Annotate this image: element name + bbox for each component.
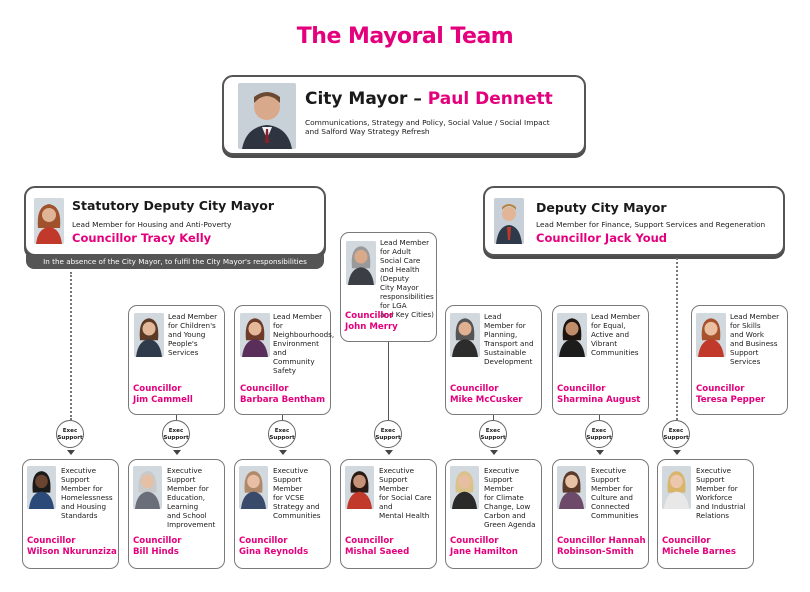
lead-member-role [730, 312, 785, 366]
lead-member-role [591, 312, 646, 357]
exec-support-label: Support [57, 435, 83, 441]
exec-member-role-line: Member [484, 484, 514, 493]
deputy-heading: Deputy City Mayor [536, 200, 667, 215]
portrait-icon [494, 198, 524, 244]
lead-member-role-line: and Health [380, 265, 420, 274]
exec-member-role-line: Support [484, 475, 513, 484]
deputy-name: Councillor Jack Youd [536, 231, 668, 245]
exec-member-name [27, 536, 117, 558]
down-arrow-icon [173, 450, 181, 455]
portrait-icon [134, 313, 164, 357]
exec-member-role-line: and School [167, 511, 207, 520]
portrait-icon [238, 83, 296, 149]
mayor-heading [305, 89, 553, 109]
exec-member-name-line: Councillor [133, 536, 182, 546]
lead-member-role-line: Lead Member [730, 312, 780, 321]
lead-member-role-line: Lead Member [591, 312, 641, 321]
exec-support-badge [374, 420, 402, 448]
down-arrow-icon [596, 450, 604, 455]
lead-member-role-line: (Deputy [380, 274, 409, 283]
exec-member-role-line: Connected [591, 502, 630, 511]
exec-support-badge [162, 420, 190, 448]
exec-member-role-line: Strategy and [273, 502, 320, 511]
exec-support-label: Exec [485, 428, 501, 434]
statutory-deputy-role: Lead Member for Housing and Anti-Poverty [72, 220, 232, 229]
portrait-icon [450, 313, 480, 357]
lead-member-name [450, 384, 523, 406]
exec-support-badge [268, 420, 296, 448]
exec-member-role-line: Executive [379, 466, 414, 475]
lead-member-role-line: Environment [273, 339, 319, 348]
exec-support-label: Support [586, 435, 612, 441]
connector-line [388, 342, 389, 420]
lead-member-role-line: Lead Member [273, 312, 323, 321]
exec-member-role-line: Change, Low [484, 502, 531, 511]
exec-member-role-line: Executive [696, 466, 731, 475]
lead-member-role-line: for Adult [380, 247, 411, 256]
portrait-icon [557, 466, 586, 509]
exec-support-label: Support [269, 435, 295, 441]
exec-member-name-line: Councillor [345, 536, 394, 546]
exec-member-name-line: Councillor Hannah [557, 536, 646, 546]
lead-member-name [240, 384, 325, 406]
exec-member-role-line: Culture and [591, 493, 633, 502]
lead-member-role-line: Lead Member [380, 238, 430, 247]
exec-member-role-line: Relations [696, 511, 730, 520]
lead-member-photo [346, 241, 376, 285]
down-arrow-icon [673, 450, 681, 455]
deputy-photo [494, 198, 524, 244]
lead-member-photo [134, 313, 164, 357]
exec-member-role [591, 466, 646, 520]
exec-member-role-line: Communities [273, 511, 321, 520]
exec-member-role-line: Member for [61, 484, 103, 493]
exec-member-role-line: Executive [61, 466, 96, 475]
exec-member-photo [557, 466, 586, 509]
lead-member-name [133, 384, 193, 406]
statutory-deputy-photo [34, 198, 64, 244]
exec-member-name-line: Wilson Nkurunziza [27, 547, 117, 557]
exec-member-role [167, 466, 222, 529]
lead-member-role-line: Social Care [380, 256, 421, 265]
exec-member-name [345, 536, 409, 558]
page-title: The Mayoral Team [296, 24, 514, 49]
exec-member-role-line: Mental Health [379, 511, 430, 520]
exec-member-role-line: Green Agenda [484, 520, 536, 529]
exec-member-photo [450, 466, 479, 509]
lead-member-role-line: and Young [168, 330, 206, 339]
lead-member-role-line: Lead Member [168, 312, 218, 321]
lead-member-role-line: Support [730, 348, 759, 357]
exec-member-name [239, 536, 308, 558]
lead-member-name-line: Councillor [450, 384, 499, 394]
lead-member-role-line: responsibilities for LGA [380, 292, 434, 310]
exec-member-role-line: for VCSE [273, 493, 305, 502]
exec-member-role-line: Support [167, 475, 196, 484]
lead-member-role-line: and Business [730, 339, 778, 348]
lead-member-name-line: Barbara Bentham [240, 395, 326, 405]
lead-member-role-line: for Children's [168, 321, 216, 330]
exec-support-badge [56, 420, 84, 448]
mayor-photo [238, 83, 296, 149]
exec-support-label: Exec [591, 428, 607, 434]
statutory-deputy-heading: Statutory Deputy City Mayor [72, 198, 275, 213]
exec-member-name-line: Bill Hinds [133, 547, 179, 557]
portrait-icon [133, 466, 162, 509]
exec-member-name-line: Michele Barnes [662, 547, 736, 557]
lead-member-name-line: Councillor [240, 384, 289, 394]
lead-member-role-line: Lead [484, 312, 502, 321]
statutory-deputy-name: Councillor Tracy Kelly [72, 231, 212, 245]
lead-member-photo [557, 313, 587, 357]
exec-member-role-line: Carbon and [484, 511, 526, 520]
lead-member-name-line: Sharmina August [557, 395, 641, 405]
down-arrow-icon [67, 450, 75, 455]
exec-member-role [484, 466, 539, 529]
portrait-icon [557, 313, 587, 357]
lead-member-photo [240, 313, 270, 357]
exec-member-role-line: Standards [61, 511, 98, 520]
lead-member-name-line: Councillor [557, 384, 606, 394]
portrait-icon [345, 466, 374, 509]
lead-member-role-line: for Skills [730, 321, 761, 330]
exec-member-role-line: Support [61, 475, 90, 484]
exec-member-photo [133, 466, 162, 509]
lead-member-name [557, 384, 640, 406]
lead-member-role-line: Services [168, 348, 199, 357]
down-arrow-icon [490, 450, 498, 455]
lead-member-role-line: and Community [273, 348, 315, 366]
exec-member-role-line: Member for [167, 484, 209, 493]
lead-member-name-line: Councillor [133, 384, 182, 394]
exec-member-name [133, 536, 182, 558]
down-arrow-icon [385, 450, 393, 455]
exec-member-role-line: Member for [696, 484, 738, 493]
exec-member-role-line: Communities [591, 511, 639, 520]
lead-member-role-line: Active and [591, 330, 630, 339]
lead-member-photo [450, 313, 480, 357]
lead-member-role-line: Sustainable [484, 348, 527, 357]
dotted-connector [70, 272, 72, 420]
lead-member-role [380, 238, 434, 319]
exec-support-label: Exec [668, 428, 684, 434]
exec-member-role-line: Executive [167, 466, 202, 475]
exec-member-photo [27, 466, 56, 509]
exec-member-role [379, 466, 434, 520]
mayor-role [305, 118, 575, 136]
exec-support-label: Support [663, 435, 689, 441]
lead-member-role [484, 312, 539, 366]
lead-member-name-line: Jim Cammell [133, 395, 193, 405]
lead-member-name-line: John Merry [345, 322, 398, 332]
lead-member-role-line: for Equal, [591, 321, 626, 330]
exec-support-label: Support [375, 435, 401, 441]
exec-member-role-line: Support Member [379, 475, 409, 493]
exec-member-name-line: Robinson-Smith [557, 547, 634, 557]
exec-member-name-line: Councillor [662, 536, 711, 546]
lead-member-role [168, 312, 222, 357]
exec-member-name-line: Councillor [450, 536, 499, 546]
exec-member-role-line: Support [696, 475, 725, 484]
deputy-role: Lead Member for Finance, Support Services and Regeneration [536, 220, 766, 229]
exec-member-role-line: Member [273, 484, 303, 493]
portrait-icon [34, 198, 64, 244]
down-arrow-icon [279, 450, 287, 455]
portrait-icon [450, 466, 479, 509]
exec-member-role-line: Learning [167, 502, 199, 511]
exec-member-name [662, 536, 736, 558]
exec-member-name [557, 536, 646, 558]
exec-support-label: Support [480, 435, 506, 441]
exec-member-role-line: Support [273, 475, 302, 484]
statutory-deputy-box [24, 186, 326, 256]
lead-member-role [273, 312, 335, 375]
lead-member-name-line: Mike McCusker [450, 395, 523, 405]
exec-support-badge [662, 420, 690, 448]
exec-member-role-line: Support [591, 475, 620, 484]
portrait-icon [240, 313, 270, 357]
exec-member-role-line: and Industrial [696, 502, 746, 511]
exec-member-role-line: Homelessness [61, 493, 113, 502]
exec-member-photo [662, 466, 691, 509]
portrait-icon [27, 466, 56, 509]
deputy-box [483, 186, 785, 256]
exec-member-name-line: Councillor [27, 536, 76, 546]
lead-member-role-line: Member for [484, 321, 526, 330]
exec-support-badge [585, 420, 613, 448]
exec-member-role-line: Member for [591, 484, 633, 493]
lead-member-role-line: Transport and [484, 339, 534, 348]
lead-member-role-line: Development [484, 357, 533, 366]
exec-support-label: Exec [168, 428, 184, 434]
exec-member-role-line: for Climate [484, 493, 524, 502]
lead-member-name [696, 384, 765, 406]
dotted-connector [676, 258, 678, 420]
exec-member-role-line: and Housing [61, 502, 107, 511]
portrait-icon [346, 241, 376, 285]
lead-member-photo [696, 313, 726, 357]
lead-member-name-line: Councillor [345, 311, 394, 321]
exec-support-badge [479, 420, 507, 448]
exec-member-role-line: for Social Care and [379, 493, 432, 511]
exec-member-role [61, 466, 116, 520]
exec-member-role-line: Executive [273, 466, 308, 475]
exec-member-name-line: Councillor [239, 536, 288, 546]
portrait-icon [662, 466, 691, 509]
exec-member-photo [345, 466, 374, 509]
lead-member-role-line: and Work [730, 330, 765, 339]
exec-member-role-line: Improvement [167, 520, 216, 529]
mayor-name: Paul Dennett [427, 89, 553, 109]
lead-member-role-line: Safety [273, 366, 296, 375]
exec-member-role [273, 466, 328, 520]
portrait-icon [239, 466, 268, 509]
exec-member-name [450, 536, 518, 558]
exec-support-label: Support [163, 435, 189, 441]
mayor-role-line: Communications, Strategy and Policy, Social Value / Social Impact [305, 118, 550, 127]
exec-member-name-line: Gina Reynolds [239, 547, 309, 557]
lead-member-role-line: Services [730, 357, 761, 366]
portrait-icon [696, 313, 726, 357]
mayor-box [222, 75, 586, 155]
lead-member-role-line: and Key Cities) [380, 310, 434, 319]
mayor-heading-prefix: City Mayor – [305, 89, 422, 109]
lead-member-role-line: People's [168, 339, 198, 348]
exec-member-role-line: Executive [591, 466, 626, 475]
mayor-role-line: and Salford Way Strategy Refresh [305, 127, 430, 136]
lead-member-name-line: Teresa Pepper [696, 395, 766, 405]
lead-member-role-line: Communities [591, 348, 639, 357]
exec-member-name-line: Jane Hamilton [450, 547, 518, 557]
exec-member-photo [239, 466, 268, 509]
lead-member-role-line: Vibrant [591, 339, 618, 348]
lead-member-name-line: Councillor [696, 384, 745, 394]
lead-member-name [345, 311, 398, 333]
exec-member-role [696, 466, 751, 520]
lead-member-role-line: City Mayor [380, 283, 419, 292]
exec-member-role-line: Workforce [696, 493, 733, 502]
exec-support-label: Exec [274, 428, 290, 434]
exec-member-name-line: Mishal Saeed [345, 547, 410, 557]
lead-member-role-line: for Neighbourhoods, [273, 321, 335, 339]
exec-support-label: Exec [62, 428, 78, 434]
statutory-deputy-note: In the absence of the City Mayor, to fulfil the City Mayor's responsibilities [26, 255, 324, 269]
exec-support-label: Exec [380, 428, 396, 434]
exec-member-role-line: Executive [484, 466, 519, 475]
lead-member-role-line: Planning, [484, 330, 518, 339]
exec-member-role-line: Education, [167, 493, 206, 502]
